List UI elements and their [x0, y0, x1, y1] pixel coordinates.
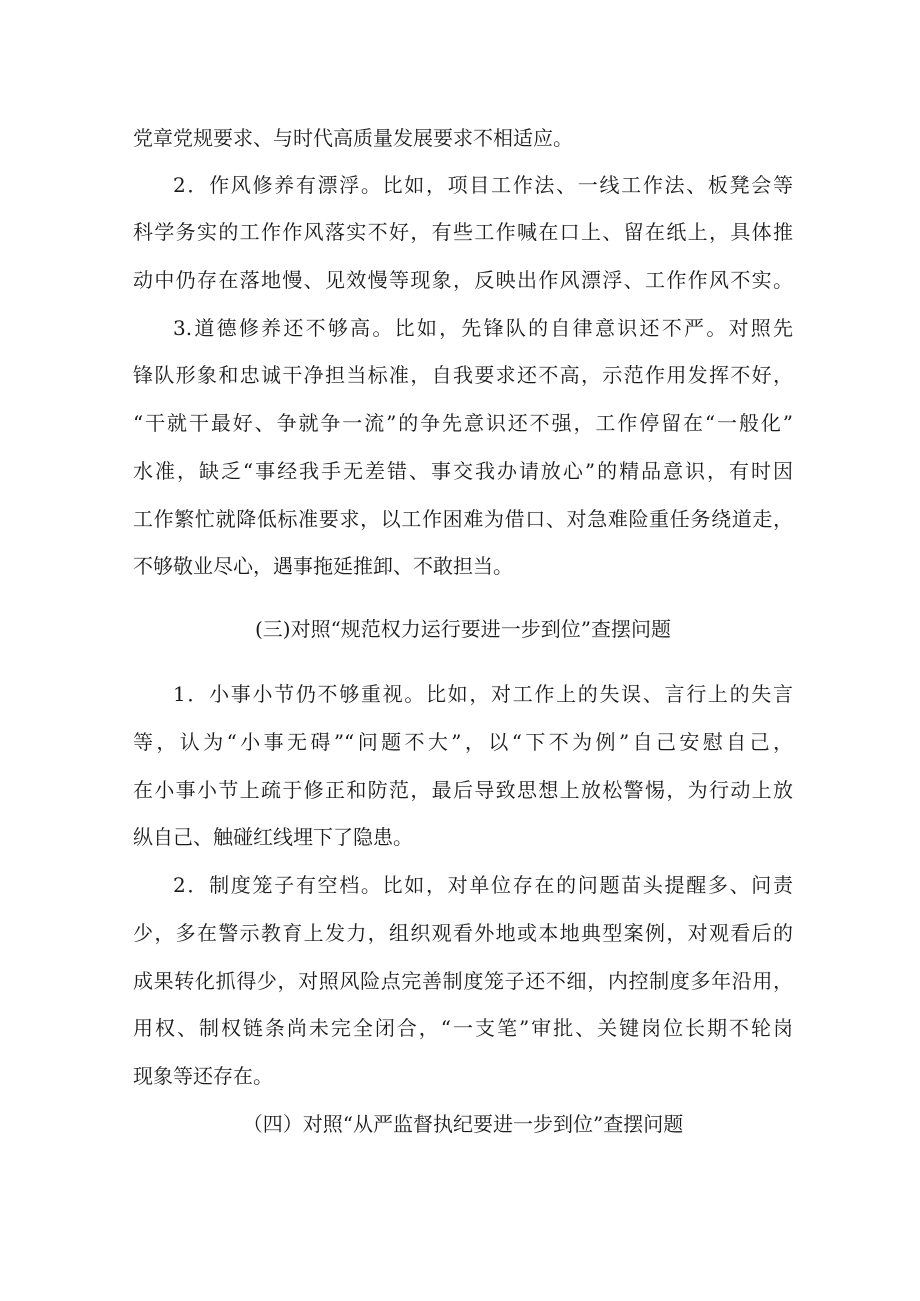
text-line: 党章党规要求、与时代高质量发展要求不相适应。	[133, 126, 573, 150]
text-line: 不够敬业尽心，遇事拖延推卸、不敢担当。	[133, 554, 513, 578]
section-heading: (三)对照“规范权力运行要进一步到位”查摆问题	[254, 617, 672, 641]
text-line: 现象等还存在。	[133, 1064, 273, 1088]
text-line: 等，认为“小事无碍”“问题不大”，以“下不为例”自己安慰自己，	[133, 730, 793, 754]
text-line: 纵自己、触碰红线埋下了隐患。	[133, 825, 413, 849]
text-line: 水准，缺乏“事经我手无差错、事交我办请放心”的精品意识，有时因	[133, 459, 793, 483]
text-line: 少，多在警示教育上发力，组织观看外地或本地典型案例，对观看后的	[133, 921, 793, 945]
section-heading: （四）对照“从严监督执纪要进一步到位”查摆问题	[242, 1112, 684, 1136]
text-line: 锋队形象和忠诚干净担当标准，自我要求还不高，示范作用发挥不好，	[133, 363, 793, 387]
text-line: “干就干最好、争就争一流”的争先意识还不强，工作停留在“一般化”	[133, 411, 793, 435]
text-line: 2．制度笼子有空档。比如，对单位存在的问题苗头提醒多、问责	[173, 873, 793, 897]
text-line: 3.道德修养还不够高。比如，先锋队的自律意识还不严。对照先	[173, 316, 793, 340]
text-line: 2．作风修养有漂浮。比如，项目工作法、一线工作法、板凳会等	[173, 173, 793, 197]
text-line: 用权、制权链条尚未完全闭合，“一支笔”审批、关键岗位长期不轮岗	[133, 1016, 793, 1040]
text-line: 科学务实的工作作风落实不好，有些工作喊在口上、留在纸上，具体推	[133, 220, 793, 244]
text-line: 动中仍存在落地慢、见效慢等现象，反映出作风漂浮、工作作风不实。	[133, 268, 793, 292]
text-line: 成果转化抓得少，对照风险点完善制度笼子还不细，内控制度多年沿用，	[133, 969, 793, 993]
text-line: 工作繁忙就降低标准要求，以工作困难为借口、对急难险重任务绕道走，	[133, 507, 793, 531]
text-line: 1．小事小节仍不够重视。比如，对工作上的失误、言行上的失言	[173, 682, 793, 706]
text-line: 在小事小节上疏于修正和防范，最后导致思想上放松警惕，为行动上放	[133, 778, 793, 802]
